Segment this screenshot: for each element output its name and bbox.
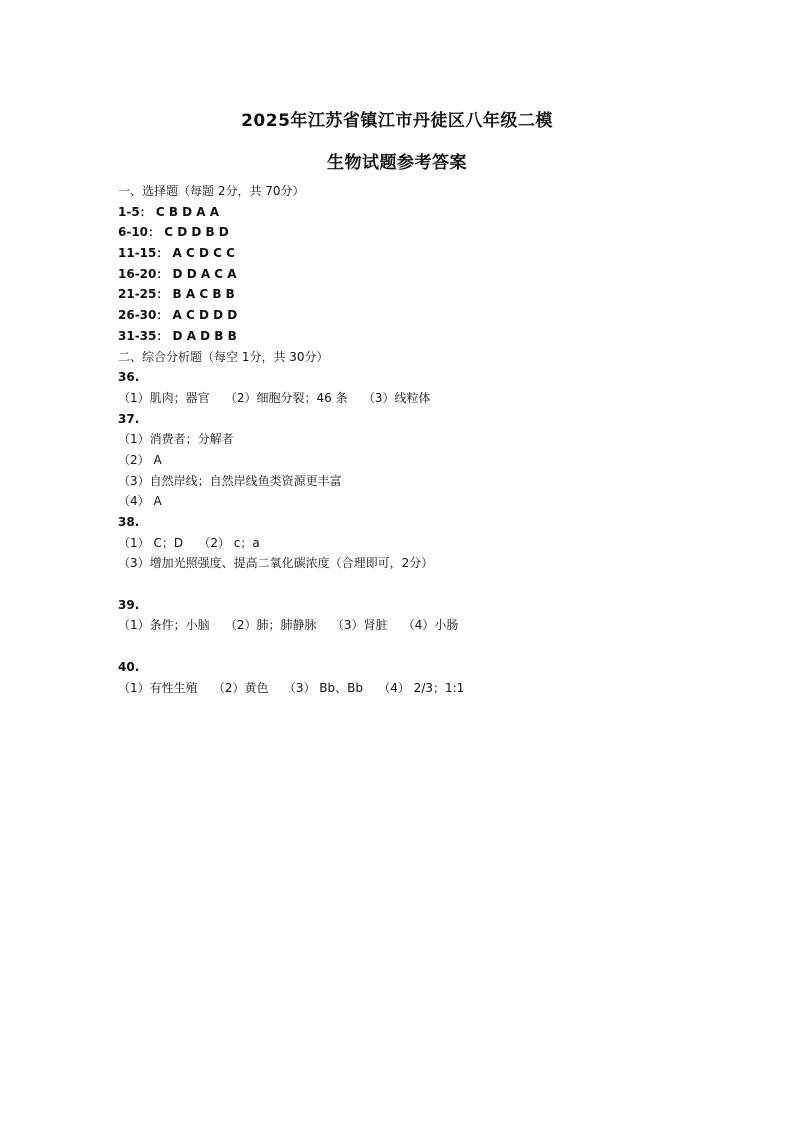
answer-line: （1）消费者；分解者 [118, 432, 234, 447]
mc-row: 6-10： C D D B D [118, 225, 229, 240]
answer-part: （3） Bb、Bb [283, 680, 363, 695]
answer-line [118, 388, 738, 409]
document-subtitle: 生物试题参考答案 [327, 153, 467, 173]
answer-line: （2） A [118, 452, 162, 467]
answer-part: （3）肾脏 [331, 618, 388, 633]
document-title: 2025年江苏省镇江市丹徒区八年级二模 [241, 111, 553, 131]
answer-part: （2） c；a [198, 535, 260, 550]
mc-row: 21-25： B A C B B [118, 287, 235, 302]
answer-line [118, 678, 738, 699]
answer-part: （1） C；D [118, 535, 184, 550]
answer-part: （4） 2/3；1:1 [378, 680, 465, 695]
mc-row: 26-30： A C D D D [118, 308, 238, 323]
answer-line: （3）自然岸线；自然岸线鱼类资源更丰富 [118, 473, 342, 488]
question-number: 36. [118, 370, 140, 385]
answer-part: （2）细胞分裂；46 条 [224, 390, 348, 405]
spacer [118, 636, 738, 657]
spacer [118, 574, 738, 595]
answer-content [118, 181, 738, 698]
mc-row: 11-15： A C D C C [118, 246, 235, 261]
answer-line [118, 615, 738, 636]
mc-row: 16-20： D D A C A [118, 266, 237, 281]
question-number: 38. [118, 515, 140, 529]
answer-part: （3）线粒体 [362, 390, 431, 405]
section1-heading: 一、选择题（每题 2分，共 70分） [118, 184, 305, 198]
answer-line [118, 533, 738, 554]
mc-row: 31-35： D A D B B [118, 328, 237, 343]
answer-part: （1）条件；小脑 [118, 618, 210, 633]
answer-part: （1）有性生殖 [118, 680, 198, 695]
mc-row: 1-5： C B D A A [118, 204, 220, 219]
answer-part: （2）肺；肺静脉 [224, 618, 317, 633]
answer-part: （2）黄色 [212, 680, 269, 695]
answer-part: （1）肌肉；器官 [118, 390, 210, 405]
answer-line: （3）增加光照强度、提高二氧化碳浓度（合理即可，2分） [118, 556, 434, 571]
section2-heading: 二、综合分析题（每空 1分，共 30分） [118, 349, 329, 364]
answer-part: （4）小肠 [402, 618, 459, 633]
question-number: 40. [118, 659, 140, 674]
question-number: 39. [118, 597, 140, 612]
answer-line: （4） A [118, 494, 162, 509]
question-number: 37. [118, 411, 140, 426]
